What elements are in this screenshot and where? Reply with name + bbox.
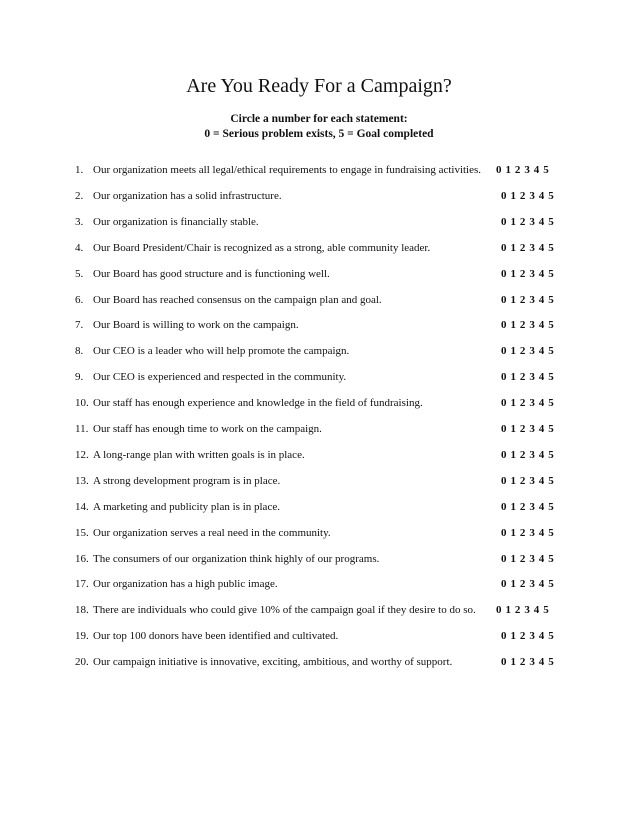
rating-scale[interactable]: 0 1 2 3 4 5 <box>496 164 550 176</box>
rating-scale[interactable]: 0 1 2 3 4 5 <box>501 190 555 202</box>
statement-item <box>75 266 555 282</box>
statement-item <box>75 343 555 359</box>
statement-item <box>75 421 555 437</box>
statement-text: Our organization meets all legal/ethical requirements to engage in fundraising activities. <box>93 164 482 176</box>
statement-text: A strong development program is in place. <box>93 475 281 487</box>
statement-number: 15. <box>75 527 89 539</box>
statement-number: 1. <box>75 164 84 176</box>
statement-item <box>75 317 555 333</box>
statement-number: 6. <box>75 294 84 306</box>
rating-scale[interactable]: 0 1 2 3 4 5 <box>501 553 555 565</box>
statement-number: 10. <box>75 397 89 409</box>
statement-item <box>75 162 555 178</box>
statement-text: Our organization has a high public image. <box>93 578 278 590</box>
rating-scale[interactable]: 0 1 2 3 4 5 <box>501 242 555 254</box>
statement-text: Our staff has enough experience and knowledge in the field of fundraising. <box>93 397 423 409</box>
statement-text: The consumers of our organization think highly of our programs. <box>93 553 380 565</box>
statement-item <box>75 292 555 308</box>
statement-text: Our organization has a solid infrastructure. <box>93 190 282 202</box>
rating-scale[interactable]: 0 1 2 3 4 5 <box>501 630 555 642</box>
statement-number: 7. <box>75 319 84 331</box>
rating-scale[interactable]: 0 1 2 3 4 5 <box>501 345 555 357</box>
rating-scale[interactable]: 0 1 2 3 4 5 <box>501 294 555 306</box>
instruction-line-2: 0 = Serious problem exists, 5 = Goal completed <box>204 128 434 140</box>
rating-scale[interactable]: 0 1 2 3 4 5 <box>501 319 555 331</box>
statement-text: Our Board has good structure and is functioning well. <box>93 268 330 280</box>
statement-number: 17. <box>75 578 89 590</box>
statement-number: 12. <box>75 449 89 461</box>
statement-text: Our organization serves a real need in the community. <box>93 527 331 539</box>
statement-item <box>75 654 555 670</box>
rating-scale[interactable]: 0 1 2 3 4 5 <box>501 216 555 228</box>
statement-item <box>75 188 555 204</box>
statement-number: 16. <box>75 553 89 565</box>
rating-scale[interactable]: 0 1 2 3 4 5 <box>501 449 555 461</box>
statement-number: 2. <box>75 190 84 202</box>
instruction-line-1: Circle a number for each statement: <box>230 113 408 125</box>
statement-text: A marketing and publicity plan is in place. <box>93 501 280 513</box>
rating-scale[interactable]: 0 1 2 3 4 5 <box>501 501 555 513</box>
statement-text: Our Board is willing to work on the campaign. <box>93 319 299 331</box>
statement-number: 4. <box>75 242 84 254</box>
rating-scale[interactable]: 0 1 2 3 4 5 <box>501 397 555 409</box>
statement-item <box>75 214 555 230</box>
statement-item <box>75 447 555 463</box>
statement-item <box>75 628 555 644</box>
rating-scale[interactable]: 0 1 2 3 4 5 <box>501 268 555 280</box>
statement-item <box>75 240 555 256</box>
rating-scale[interactable]: 0 1 2 3 4 5 <box>501 656 555 668</box>
statement-number: 18. <box>75 604 89 616</box>
statement-text: Our CEO is experienced and respected in the community. <box>93 371 347 383</box>
statement-number: 8. <box>75 345 84 357</box>
statement-item <box>75 395 555 411</box>
statement-item <box>75 602 555 618</box>
statement-text: Our organization is financially stable. <box>93 216 259 228</box>
statement-text: There are individuals who could give 10% of the campaign goal if they desire to do so. <box>93 604 476 616</box>
statement-text: A long-range plan with written goals is in place. <box>93 449 305 461</box>
page-title: Are You Ready For a Campaign? <box>186 75 452 97</box>
rating-scale[interactable]: 0 1 2 3 4 5 <box>501 578 555 590</box>
statement-item <box>75 369 555 385</box>
rating-scale[interactable]: 0 1 2 3 4 5 <box>501 423 555 435</box>
statement-number: 14. <box>75 501 89 513</box>
statement-item <box>75 499 555 515</box>
statement-item <box>75 473 555 489</box>
statement-item <box>75 551 555 567</box>
statement-text: Our Board President/Chair is recognized as a strong, able community leader. <box>93 242 431 254</box>
rating-scale[interactable]: 0 1 2 3 4 5 <box>501 475 555 487</box>
rating-scale[interactable]: 0 1 2 3 4 5 <box>501 527 555 539</box>
statement-number: 3. <box>75 216 84 228</box>
statement-item <box>75 525 555 541</box>
statement-number: 11. <box>75 423 89 435</box>
statement-text: Our top 100 donors have been identified and cultivated. <box>93 630 339 642</box>
statement-number: 5. <box>75 268 84 280</box>
statement-number: 13. <box>75 475 89 487</box>
statement-text: Our Board has reached consensus on the campaign plan and goal. <box>93 294 382 306</box>
statement-number: 20. <box>75 656 89 668</box>
statement-text: Our campaign initiative is innovative, exciting, ambitious, and worthy of support. <box>93 656 453 668</box>
rating-scale[interactable]: 0 1 2 3 4 5 <box>501 371 555 383</box>
statement-item <box>75 576 555 592</box>
rating-scale[interactable]: 0 1 2 3 4 5 <box>496 604 550 616</box>
statement-text: Our CEO is a leader who will help promote the campaign. <box>93 345 350 357</box>
statement-text: Our staff has enough time to work on the campaign. <box>93 423 322 435</box>
statement-number: 9. <box>75 371 84 383</box>
statement-number: 19. <box>75 630 89 642</box>
